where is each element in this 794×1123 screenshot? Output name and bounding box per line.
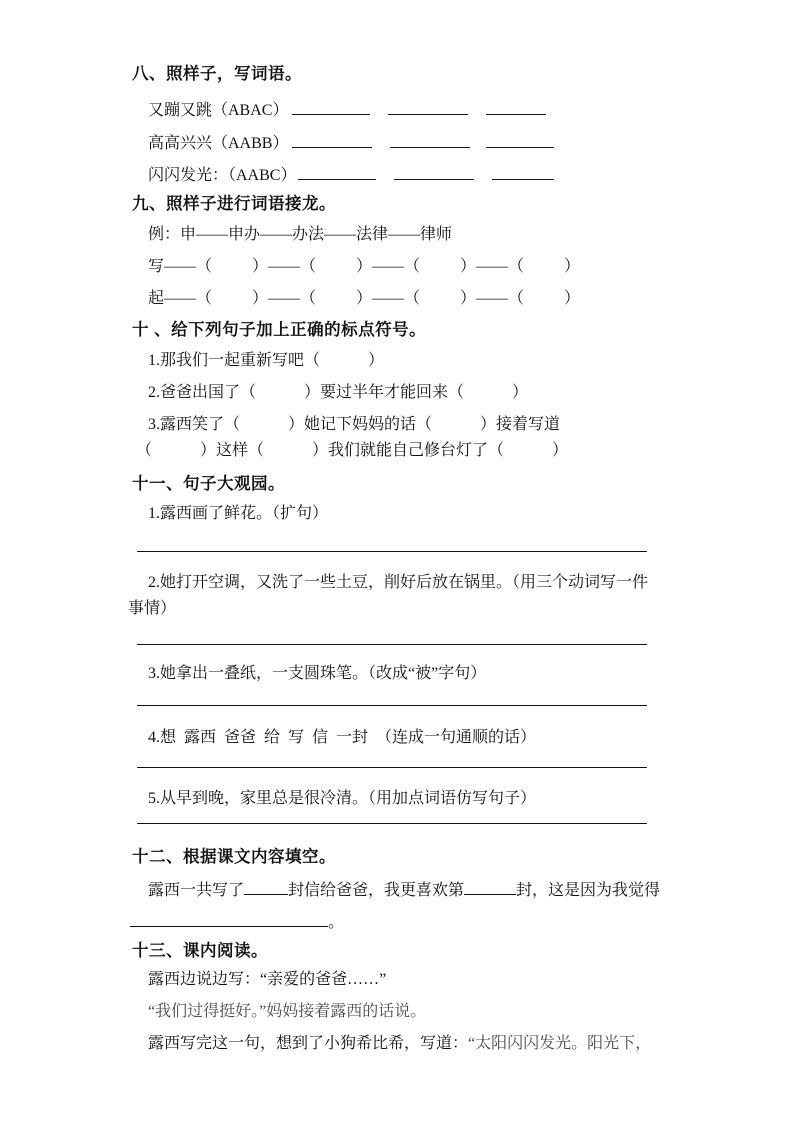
sentence-text: 封信给爸爸，我更喜欢第 [288, 882, 465, 899]
section-11-heading: 十一、句子大观园。 [132, 475, 285, 493]
sentence-item: 2.她打开空调，又洗了一些土豆，削好后放在锅里。（用三个动词写一件 [148, 574, 649, 591]
reading-paragraph [148, 1034, 651, 1054]
answer-blank [388, 100, 468, 115]
answer-line [137, 705, 647, 706]
answer-blank [394, 165, 474, 180]
section-12-heading: 十二、根据课文内容填空。 [132, 848, 336, 866]
answer-blank [492, 165, 554, 180]
answer-line [137, 551, 647, 552]
sentence-item: 5.从早到晚，家里总是很冷清。（用加点词语仿写句子） [148, 790, 537, 807]
fill-in-blank-sentence [148, 880, 660, 901]
sentence-text: 。 [328, 914, 345, 931]
pattern-label: 又蹦又跳（ABAC） [148, 102, 289, 119]
answer-blank [292, 100, 370, 115]
letter-quote-text: “太阳闪闪发光。阳光下， [468, 1035, 652, 1052]
answer-blank [486, 100, 546, 115]
answer-blank [292, 133, 372, 148]
word-pattern-row [148, 100, 546, 121]
pattern-label: 闪闪发光：（AABC） [148, 167, 297, 184]
answer-line [137, 644, 647, 645]
reading-paragraph-quote: “我们过得挺好。”妈妈接着露西的话说。 [148, 1003, 427, 1020]
answer-line [137, 823, 647, 824]
answer-blank [244, 880, 288, 895]
section-10-heading: 十 、给下列句子加上正确的标点符号。 [132, 321, 427, 339]
word-chain-example: 例：申——申办——办法——法律——律师 [148, 226, 453, 243]
word-pattern-row [148, 165, 554, 186]
punctuation-item-continuation: （ ）这样（ ）我们就能自己修台灯了（ ） [136, 442, 569, 459]
punctuation-item: 2.爸爸出国了（ ）要过半年才能回来（ ） [148, 384, 529, 401]
answer-line [137, 767, 647, 768]
sentence-item: 4.想 露西 爸爸 给 写 信 一封 （连成一句通顺的话） [148, 729, 537, 746]
sentence-item-continuation: 事情） [128, 600, 177, 617]
section-13-heading: 十三、课内阅读。 [132, 942, 268, 960]
sentence-text: 封，这是因为我觉得 [516, 882, 661, 899]
punctuation-item: 1.那我们一起重新写吧（ ） [148, 352, 385, 369]
punctuation-item: 3.露西笑了（ ）她记下妈妈的话（ ）接着写道 [148, 416, 561, 433]
word-chain-line: 起——（ ）——（ ）——（ ）——（ ） [148, 290, 581, 307]
answer-blank [486, 133, 554, 148]
reading-paragraph: 露西边说边写：“亲爱的爸爸……” [148, 971, 387, 988]
pattern-label: 高高兴兴（AABB） [148, 135, 289, 152]
sentence-item: 1.露西画了鲜花。（扩句） [148, 505, 329, 522]
word-chain-line: 写——（ ）——（ ）——（ ）——（ ） [148, 258, 581, 275]
answer-blank [130, 912, 328, 927]
narration-text: 露西写完这一句，想到了小狗希比希，写道： [148, 1035, 469, 1052]
sentence-item: 3.她拿出一叠纸，一支圆珠笔。（改成“被”字句） [148, 665, 487, 682]
answer-blank [390, 133, 470, 148]
fill-in-blank-sentence [130, 912, 344, 933]
section-9-heading: 九、照样子进行词语接龙。 [132, 195, 336, 213]
answer-blank [464, 880, 516, 895]
sentence-text: 露西一共写了 [148, 882, 245, 899]
section-8-heading: 八、照样子，写词语。 [132, 65, 302, 83]
answer-blank [298, 165, 376, 180]
word-pattern-row [148, 133, 554, 154]
